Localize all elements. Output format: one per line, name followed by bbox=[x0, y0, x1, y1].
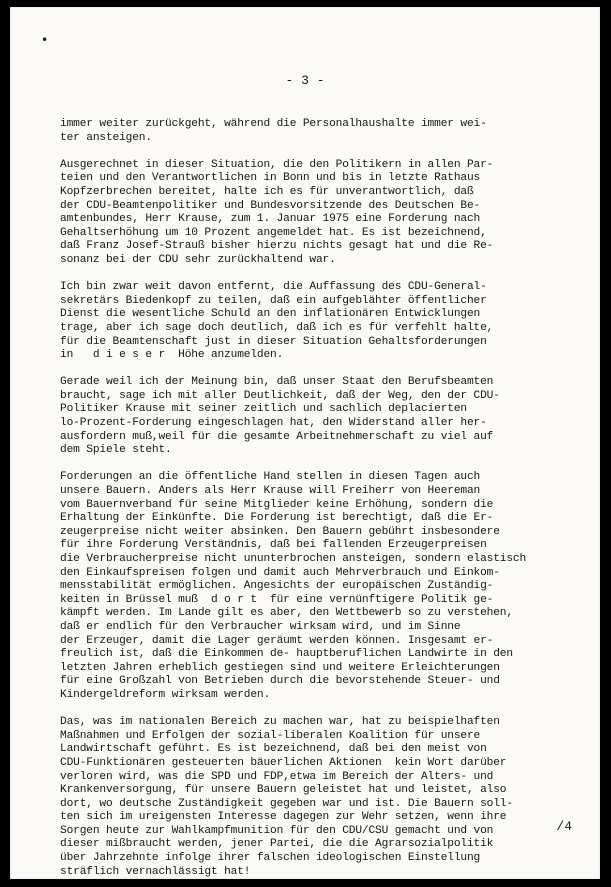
text-line: Das, was im nationalen Bereich zu machen war, hat zu beispielhaften bbox=[60, 716, 500, 729]
paragraph bbox=[60, 716, 580, 879]
document-page bbox=[10, 7, 600, 879]
text-line: sonanz bei der CDU sehr zurückhaltend war. bbox=[60, 253, 336, 266]
text-line: ausfordern muß,weil für die gesamte Arbeitnehmerschaft zu viel auf bbox=[60, 430, 494, 443]
text-line: sträflich vernachlässigt hat! bbox=[60, 865, 251, 878]
text-line: sekretärs Biedenkopf zu teilen, daß ein aufgeblähter öffentlicher bbox=[60, 294, 487, 307]
text-line: Politiker Krause mit seiner zeitlich und sachlich deplacierten bbox=[60, 403, 467, 416]
body-text bbox=[60, 118, 580, 879]
paragraph bbox=[60, 281, 580, 363]
text-line: Gerade weil ich der Meinung bin, daß unser Staat den Berufsbeamten bbox=[60, 376, 494, 389]
text-line: lo-Prozent-Forderung eingeschlagen hat, den Widerstand aller her- bbox=[60, 417, 487, 430]
text-line: für die Beamtenschaft just in dieser Situation Gehaltsforderungen bbox=[60, 335, 487, 348]
text-line: Sorgen heute zur Wahlkampfmunition für den CDU/CSU gemacht und von bbox=[60, 824, 494, 837]
paragraph bbox=[60, 376, 580, 458]
text-line: kämpft werden. Im Lande gilt es aber, den Wettbewerb so zu verstehen, bbox=[60, 607, 513, 620]
text-line: Ausgerechnet in dieser Situation, die den Politikern in allen Par- bbox=[60, 158, 494, 171]
text-line: Gehaltserhöhung um 10 Prozent angemeldet hat. Es ist bezeichnend, bbox=[60, 226, 487, 239]
text-line: freulich ist, daß die Einkommen de- hauptberuflichen Landwirte in den bbox=[60, 648, 513, 661]
page-number: - 3 - bbox=[285, 73, 325, 88]
text-line: in d i e s e r Höhe anzumelden. bbox=[60, 349, 284, 362]
text-line: dort, wo deutsche Zuständigkeit gegeben war und ist. Die Bauern soll- bbox=[60, 797, 513, 810]
corner-mark: • bbox=[41, 33, 49, 47]
text-line: dem Spiele steht. bbox=[60, 444, 172, 457]
text-line: Landwirtschaft geführt. Es ist bezeichnend, daß bei den meist von bbox=[60, 743, 487, 756]
text-line: daß Franz Josef-Strauß bisher hierzu nichts gesagt hat und die Re- bbox=[60, 240, 494, 253]
text-line: unsere Bauern. Anders als Herr Krause will Freiherr von Heereman bbox=[60, 485, 481, 498]
text-line: immer weiter zurückgeht, während die Personalhaushalte immer wei- bbox=[60, 118, 487, 130]
text-line: CDU-Funktionären gesteuerten bäuerlichen Aktionen kein Wort darüber bbox=[60, 756, 507, 769]
text-line: der CDU-Beamtenpolitiker und Bundesvorsitzende des Deutschen Be- bbox=[60, 199, 481, 212]
text-line: Forderungen an die öffentliche Hand stellen in diesen Tagen auch bbox=[60, 471, 481, 484]
text-line: für ihre Forderung Verständnis, daß bei fallenden Erzeugerpreisen bbox=[60, 539, 487, 552]
text-line: Ich bin zwar weit davon entfernt, die Auffassung des CDU-General- bbox=[60, 281, 487, 294]
text-line: Erhaltung der Einkünfte. Die Forderung ist berechtigt, daß die Er- bbox=[60, 512, 494, 525]
text-line: mensstabilität ermöglichen. Angesichts der europäischen Zuständig- bbox=[60, 580, 494, 593]
text-line: der Erzeuger, damit die Lager geräumt werden können. Insgesamt er- bbox=[60, 634, 494, 647]
text-line: Krankenversorgung, für unsere Bauern geleistet hat und leistet, also bbox=[60, 784, 507, 797]
text-line: letzten Jahren erheblich gestiegen sind und weitere Erleichterungen bbox=[60, 661, 500, 674]
text-line: verloren wird, was die SPD und FDP,etwa im Bereich der Alters- und bbox=[60, 770, 494, 783]
text-line: für eine Großzahl von Betrieben durch die bevorstehende Steuer- und bbox=[60, 675, 500, 688]
text-line: braucht, sage ich mit aller Deutlichkeit, daß der Weg, den der CDU- bbox=[60, 389, 500, 402]
text-line: amtenbundes, Herr Krause, zum 1. Januar 1975 eine Forderung nach bbox=[60, 213, 481, 226]
text-line: dieser mißbraucht werden, jener Partei, die die Agrarsozialpolitik bbox=[60, 838, 494, 851]
paragraph bbox=[60, 471, 580, 702]
text-line: daß er endlich für den Verbraucher wirksam wird, und im Sinne bbox=[60, 620, 461, 633]
text-line: ten sich im ureigensten Interesse dagegen zur Wehr setzen, wenn ihre bbox=[60, 811, 507, 824]
text-line: ter ansteigen. bbox=[60, 131, 152, 144]
text-line: teien und den Verantwortlichen in Bonn und bis in letzte Rathaus bbox=[60, 172, 481, 185]
continuation-marker: /4 bbox=[556, 819, 572, 834]
text-line: zeugerpreise nicht weiter absinken. Den Bauern gebührt insbesondere bbox=[60, 525, 500, 538]
text-line: keiten in Brüssel muß d o r t für eine vernünftigere Politik ge- bbox=[60, 593, 494, 606]
text-line: den Einkaufspreisen folgen und damit auch Mehrverbrauch und Einkom- bbox=[60, 566, 500, 579]
text-line: die Verbraucherpreise nicht ununterbrochen ansteigen, sondern elastisch bbox=[60, 553, 527, 565]
paragraph bbox=[60, 159, 580, 268]
text-line: Kindergeldreform wirksam werden. bbox=[60, 688, 271, 701]
text-line: Dienst die wesentliche Schuld an den inflationären Entwicklungen bbox=[60, 308, 481, 321]
text-line: über Jahrzehnte infolge ihrer falschen ideologischen Einstellung bbox=[60, 852, 481, 865]
text-line: Maßnahmen und Erfolgen der sozial-liberalen Koalition für unsere bbox=[60, 729, 481, 742]
text-line: vom Bauernverband für seine Mitglieder keine Erhöhung, sondern die bbox=[60, 498, 494, 511]
paragraph bbox=[60, 118, 580, 145]
text-line: Kopfzerbrechen bereitet, halte ich es für unverantwortlich, daß bbox=[60, 185, 474, 198]
text-line: trage, aber ich sage doch deutlich, daß ich es für verfehlt halte, bbox=[60, 321, 494, 334]
